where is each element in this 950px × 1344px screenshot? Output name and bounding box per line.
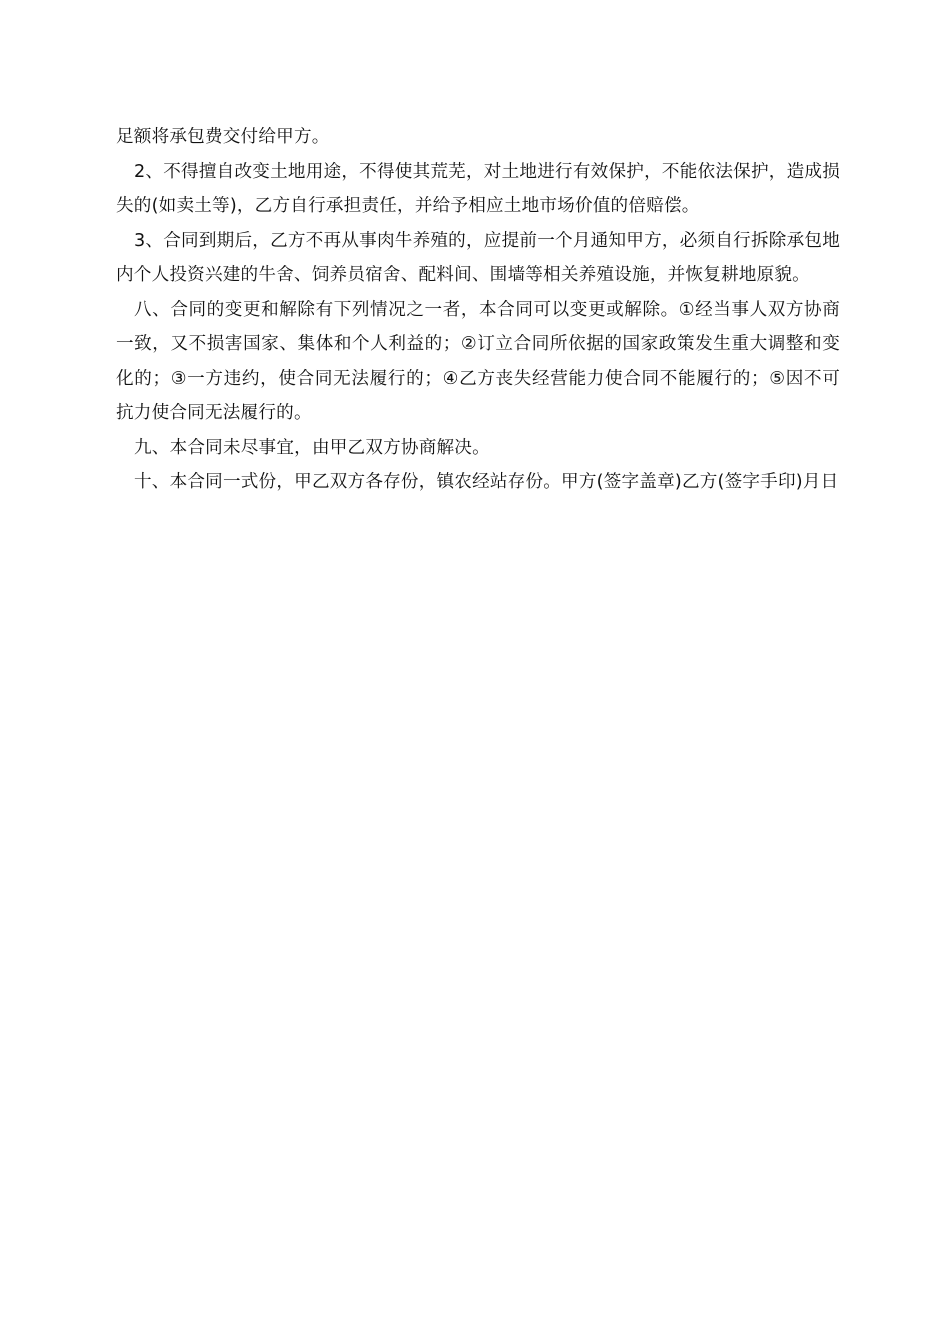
document-body <box>116 120 840 500</box>
paragraph-section-9-unresolved: 九、本合同未尽事宜，由甲乙双方协商解决。 <box>134 437 490 458</box>
paragraph-contract-expiry: 3、合同到期后，乙方不再从事肉牛养殖的，应提前一个月通知甲方，必须自行拆除承包地内个人投资兴建的牛舍、饲养员宿舍、配料间、围墙等相关养殖设施，并恢复耕地原貌。 <box>116 230 840 285</box>
paragraph-section-10-copies-signatures: 十、本合同一式份，甲乙双方各存份，镇农经站存份。甲方(签字盖章)乙方(签字手印)月日 <box>134 472 839 492</box>
paragraph-fee-payment: 足额将承包费交付给甲方。 <box>116 127 330 147</box>
paragraph-land-use: 2、不得擅自改变土地用途，不得使其荒芜，对土地进行有效保护，不能依法保护，造成损失的(如卖土等)，乙方自行承担责任，并给予相应土地市场价值的倍赔偿。 <box>116 161 840 216</box>
paragraph-section-8-modification: 八、合同的变更和解除有下列情况之一者，本合同可以变更或解除。①经当事人双方协商一致，又不损害国家、集体和个人利益的；②订立合同所依据的国家政策发生重大调整和变化的；③一方违约，使合同无法履行的；④乙方丧失经营能力使合同不能履行的；⑤因不可抗力使合同无法履行的。 <box>116 299 840 423</box>
